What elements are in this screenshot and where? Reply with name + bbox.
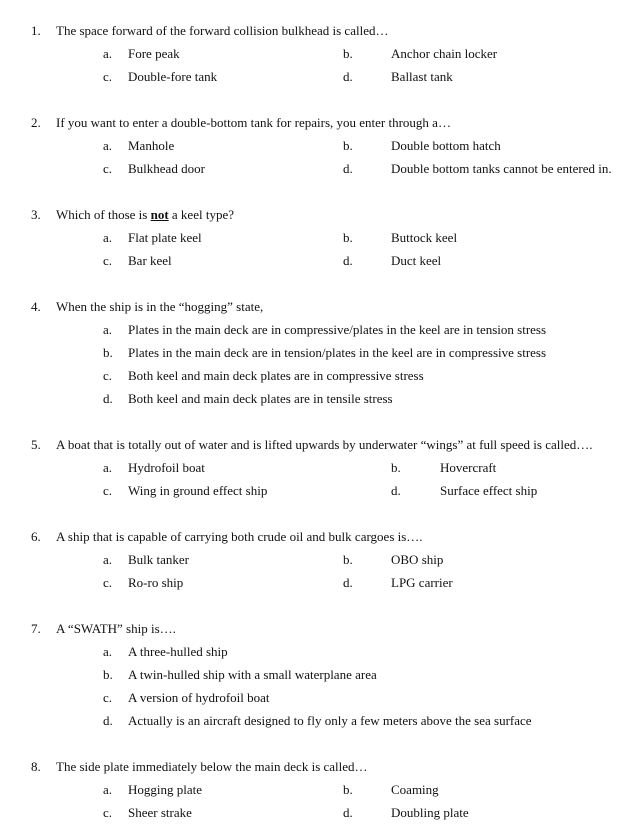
option-text-a: Bulk tanker	[128, 552, 190, 567]
option-label-b: b.	[103, 345, 113, 360]
option-text-b: Hovercraft	[440, 460, 497, 475]
option-text-c: Bar keel	[128, 253, 172, 268]
option-text-c: Ro-ro ship	[128, 575, 184, 590]
option-label-b: b.	[343, 46, 353, 61]
option-text-d: LPG carrier	[391, 575, 453, 590]
option-label-c: c.	[103, 253, 113, 268]
option-label-c: c.	[103, 483, 113, 498]
option-label-c: c.	[103, 368, 113, 383]
question-text: If you want to enter a double-bottom tank for repairs, you enter through a…	[56, 115, 451, 130]
question-number: 1.	[31, 23, 41, 38]
option-text-b: Plates in the main deck are in tension/plates in the keel are in compressive stress	[128, 345, 547, 360]
option-text-b: Buttock keel	[391, 230, 458, 245]
option-text-a: Manhole	[128, 138, 175, 153]
option-text-a: Plates in the main deck are in compressive/plates in the keel are in tension stress	[128, 322, 547, 337]
option-text-b: Coaming	[391, 782, 439, 797]
question-text: When the ship is in the “hogging” state,	[56, 299, 264, 314]
option-text-d: Duct keel	[391, 253, 442, 268]
option-label-d: d.	[343, 161, 353, 176]
option-text-a: Hydrofoil boat	[128, 460, 205, 475]
option-text-b: Anchor chain locker	[391, 46, 498, 61]
question-text: A ship that is capable of carrying both crude oil and bulk cargoes is….	[56, 529, 423, 544]
question-text: A boat that is totally out of water and is lifted upwards by underwater “wings” at full speed is called….	[56, 437, 593, 452]
option-label-a: a.	[103, 230, 113, 245]
option-text-c: Both keel and main deck plates are in compressive stress	[128, 368, 424, 383]
question-text: The space forward of the forward collision bulkhead is called…	[56, 23, 389, 38]
question-text: A “SWATH” ship is….	[56, 621, 176, 636]
option-label-a: a.	[103, 138, 113, 153]
option-label-d: d.	[343, 805, 353, 820]
option-label-c: c.	[103, 690, 113, 705]
option-text-d: Ballast tank	[391, 69, 453, 84]
option-label-b: b.	[103, 667, 113, 682]
option-label-a: a.	[103, 460, 113, 475]
option-text-c: Wing in ground effect ship	[128, 483, 268, 498]
question-text	[56, 207, 234, 223]
option-label-a: a.	[103, 322, 113, 337]
option-text-c: Double-fore tank	[128, 69, 218, 84]
option-label-d: d.	[391, 483, 401, 498]
option-text-d: Both keel and main deck plates are in tensile stress	[128, 391, 393, 406]
question-number: 5.	[31, 437, 41, 452]
question-emphasis-not: not	[150, 207, 169, 222]
option-text-a: Hogging plate	[128, 782, 203, 797]
option-label-d: d.	[343, 69, 353, 84]
option-label-c: c.	[103, 805, 113, 820]
option-text-a: Flat plate keel	[128, 230, 202, 245]
question-number: 8.	[31, 759, 41, 774]
option-label-b: b.	[343, 782, 353, 797]
option-label-a: a.	[103, 644, 113, 659]
question-number: 7.	[31, 621, 41, 636]
option-text-b: OBO ship	[391, 552, 444, 567]
option-text-a: Fore peak	[128, 46, 180, 61]
question-number: 3.	[31, 207, 41, 222]
option-label-b: b.	[343, 552, 353, 567]
option-text-d: Doubling plate	[391, 805, 469, 820]
option-label-b: b.	[343, 138, 353, 153]
option-text-c: A version of hydrofoil boat	[128, 690, 270, 705]
option-text-d: Surface effect ship	[440, 483, 538, 498]
option-text-c: Sheer strake	[128, 805, 192, 820]
question-text-after: a keel type?	[171, 207, 234, 222]
option-label-d: d.	[343, 253, 353, 268]
option-label-a: a.	[103, 46, 113, 61]
option-label-a: a.	[103, 552, 113, 567]
option-label-d: d.	[103, 391, 113, 406]
question-number: 2.	[31, 115, 41, 130]
option-label-b: b.	[391, 460, 401, 475]
option-label-b: b.	[343, 230, 353, 245]
option-label-c: c.	[103, 575, 113, 590]
option-label-a: a.	[103, 782, 113, 797]
option-text-c: Bulkhead door	[128, 161, 205, 176]
option-text-d: Double bottom tanks cannot be entered in.	[391, 161, 612, 176]
question-number: 4.	[31, 299, 41, 314]
option-label-d: d.	[343, 575, 353, 590]
option-label-d: d.	[103, 713, 113, 728]
option-text-d: Actually is an aircraft designed to fly only a few meters above the sea surface	[128, 713, 532, 728]
question-text: The side plate immediately below the main deck is called…	[56, 759, 368, 774]
option-text-a: A three-hulled ship	[128, 644, 228, 659]
option-label-c: c.	[103, 161, 113, 176]
option-label-c: c.	[103, 69, 113, 84]
option-text-b: A twin-hulled ship with a small waterplane area	[128, 667, 377, 682]
option-text-b: Double bottom hatch	[391, 138, 501, 153]
question-text-before: Which of those is	[56, 207, 148, 222]
question-number: 6.	[31, 529, 41, 544]
